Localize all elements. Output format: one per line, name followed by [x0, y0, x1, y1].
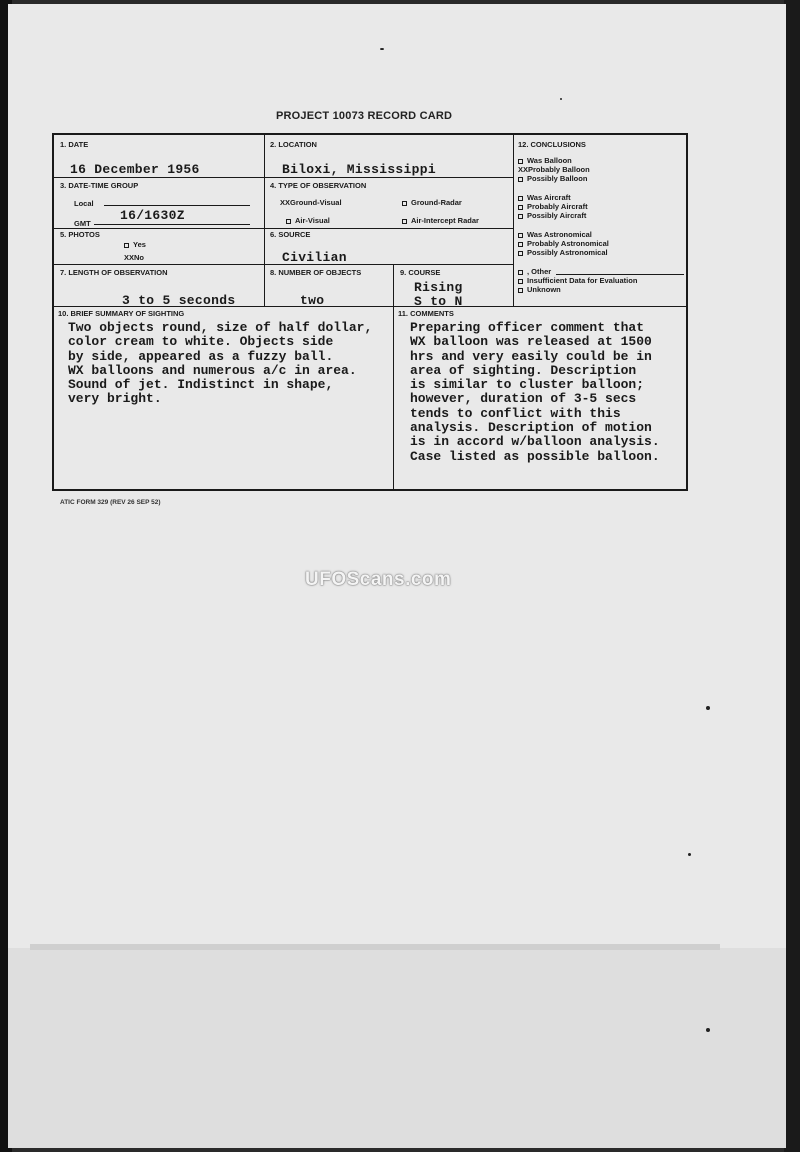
checkbox-icon — [518, 214, 523, 219]
date-value: 16 December 1956 — [70, 162, 200, 177]
number-of-objects-value: two — [300, 293, 325, 308]
photos-label: 5. PHOTOS — [60, 230, 100, 239]
air-visual-text: Air-Visual — [295, 216, 330, 225]
scan-right-edge — [784, 0, 800, 1152]
date-time-group-label: 3. DATE-TIME GROUP — [60, 181, 139, 190]
ground-radar-option — [402, 198, 462, 207]
rule-col2 — [513, 135, 514, 306]
paper-lower-sheet — [8, 948, 786, 1148]
ground-visual-option — [280, 198, 342, 207]
possibly-astronomical-option — [518, 248, 608, 257]
possibly-balloon-option — [518, 174, 587, 183]
course-line1: Rising — [414, 280, 463, 295]
possibly-balloon-text: Possibly Balloon — [527, 174, 588, 183]
was-astronomical-text: Was Astronomical — [527, 230, 592, 239]
rule-row1 — [54, 177, 513, 178]
gmt-value: 16/1630Z — [120, 208, 185, 223]
insufficient-data-option — [518, 276, 637, 285]
checkbox-icon — [402, 201, 407, 206]
unknown-text: Unknown — [527, 285, 561, 294]
checkbox-icon — [518, 177, 523, 182]
dust-speck — [380, 48, 384, 50]
checkbox-icon — [286, 219, 291, 224]
checkbox-icon — [518, 233, 523, 238]
probably-balloon-option — [518, 165, 590, 174]
rule-col1 — [264, 135, 265, 306]
gmt-label: GMT — [74, 219, 91, 228]
length-label: 7. LENGTH OF OBSERVATION — [60, 268, 168, 277]
summary-line: by side, appeared as a fuzzy ball. — [68, 348, 334, 364]
was-balloon-text: Was Balloon — [527, 156, 572, 165]
ground-visual-text: Ground-Visual — [290, 198, 342, 207]
comments-line: WX balloon was released at 1500 — [410, 334, 652, 350]
was-aircraft-option — [518, 193, 571, 202]
comments-line: hrs and very easily could be in — [410, 348, 652, 364]
possibly-astronomical-text: Possibly Astronomical — [527, 248, 608, 257]
was-aircraft-text: Was Aircraft — [527, 193, 571, 202]
observation-type-label: 4. TYPE OF OBSERVATION — [270, 181, 367, 190]
card-title: PROJECT 10073 RECORD CARD — [276, 110, 453, 122]
source-value: Civilian — [282, 250, 347, 265]
date-label: 1. DATE — [60, 140, 89, 149]
number-of-objects-label: 8. NUMBER OF OBJECTS — [270, 268, 362, 277]
summary-line: Two objects round, size of half dollar, — [68, 320, 373, 335]
comments-label: 11. COMMENTS — [398, 309, 454, 318]
comments-line: is in accord w/balloon analysis. — [410, 434, 660, 450]
summary-line: Sound of jet. Indistinct in shape, — [68, 377, 334, 393]
summary-line: very bright. — [68, 391, 162, 407]
dust-speck — [706, 706, 710, 710]
photos-no-check-mark: XX — [124, 253, 135, 262]
comments-line: tends to conflict with this — [410, 405, 621, 421]
dust-speck — [560, 98, 562, 100]
comments-text — [410, 321, 660, 464]
conclusions-label: 12. CONCLUSIONS — [518, 140, 586, 149]
summary-text — [68, 321, 372, 407]
probably-aircraft-option — [518, 202, 588, 211]
local-underline — [104, 205, 250, 206]
checkbox-icon — [518, 159, 523, 164]
dust-speck — [706, 1028, 710, 1032]
form-identifier: ATIC FORM 329 (REV 26 SEP 52) — [60, 499, 161, 506]
checkbox-icon — [518, 279, 523, 284]
was-astronomical-option — [518, 230, 592, 239]
probably-balloon-check-mark: XX — [518, 165, 529, 174]
other-text: , Other — [527, 267, 552, 276]
checkbox-icon — [518, 270, 523, 275]
local-label: Local — [74, 199, 94, 208]
summary-line: WX balloons and numerous a/c in area. — [68, 362, 357, 378]
air-intercept-radar-text: Air-Intercept Radar — [411, 216, 479, 225]
course-line2: S to N — [414, 294, 463, 309]
comments-line: however, duration of 3-5 secs — [410, 391, 637, 407]
comments-line: Preparing officer comment that — [410, 320, 645, 335]
photos-yes-option — [124, 240, 146, 249]
watermark-text: UFOScans.com — [305, 569, 452, 590]
possibly-aircraft-option — [518, 211, 586, 220]
source-label: 6. SOURCE — [270, 230, 311, 239]
unknown-option — [518, 285, 561, 294]
comments-line: area of sighting. Description — [410, 362, 637, 378]
other-underline — [556, 274, 684, 275]
ground-radar-text: Ground-Radar — [411, 198, 462, 207]
rule-col3 — [393, 264, 394, 490]
location-value: Biloxi, Mississippi — [282, 162, 436, 177]
ground-visual-check-mark: XX — [280, 198, 291, 207]
paper-fold — [30, 944, 720, 950]
other-option — [518, 267, 551, 276]
checkbox-icon — [124, 243, 129, 248]
photos-no-option — [124, 253, 144, 262]
record-card — [52, 133, 688, 491]
location-label: 2. LOCATION — [270, 140, 317, 149]
checkbox-icon — [402, 219, 407, 224]
rule-row2 — [54, 228, 513, 229]
photos-yes-text: Yes — [133, 240, 146, 249]
probably-astronomical-text: Probably Astronomical — [527, 239, 609, 248]
checkbox-icon — [518, 205, 523, 210]
checkbox-icon — [518, 288, 523, 293]
air-intercept-radar-option — [402, 216, 479, 225]
probably-balloon-text: Probably Balloon — [528, 165, 590, 174]
insufficient-data-text: Insufficient Data for Evaluation — [527, 276, 638, 285]
possibly-aircraft-text: Possibly Aircraft — [527, 211, 587, 220]
course-label: 9. COURSE — [400, 268, 441, 277]
probably-aircraft-text: Probably Aircraft — [527, 202, 588, 211]
air-visual-option — [286, 216, 330, 225]
photos-no-text: No — [134, 253, 145, 262]
checkbox-icon — [518, 251, 523, 256]
comments-line: Case listed as possible balloon. — [410, 448, 660, 464]
probably-astronomical-option — [518, 239, 609, 248]
comments-line: analysis. Description of motion — [410, 420, 652, 436]
dust-speck — [688, 853, 691, 856]
checkbox-icon — [518, 196, 523, 201]
summary-line: color cream to white. Objects side — [68, 334, 334, 350]
checkbox-icon — [518, 242, 523, 247]
comments-line: is similar to cluster balloon; — [410, 377, 645, 393]
length-value: 3 to 5 seconds — [122, 293, 236, 308]
was-balloon-option — [518, 156, 572, 165]
summary-label: 10. BRIEF SUMMARY OF SIGHTING — [58, 309, 185, 318]
gmt-underline — [94, 224, 250, 225]
